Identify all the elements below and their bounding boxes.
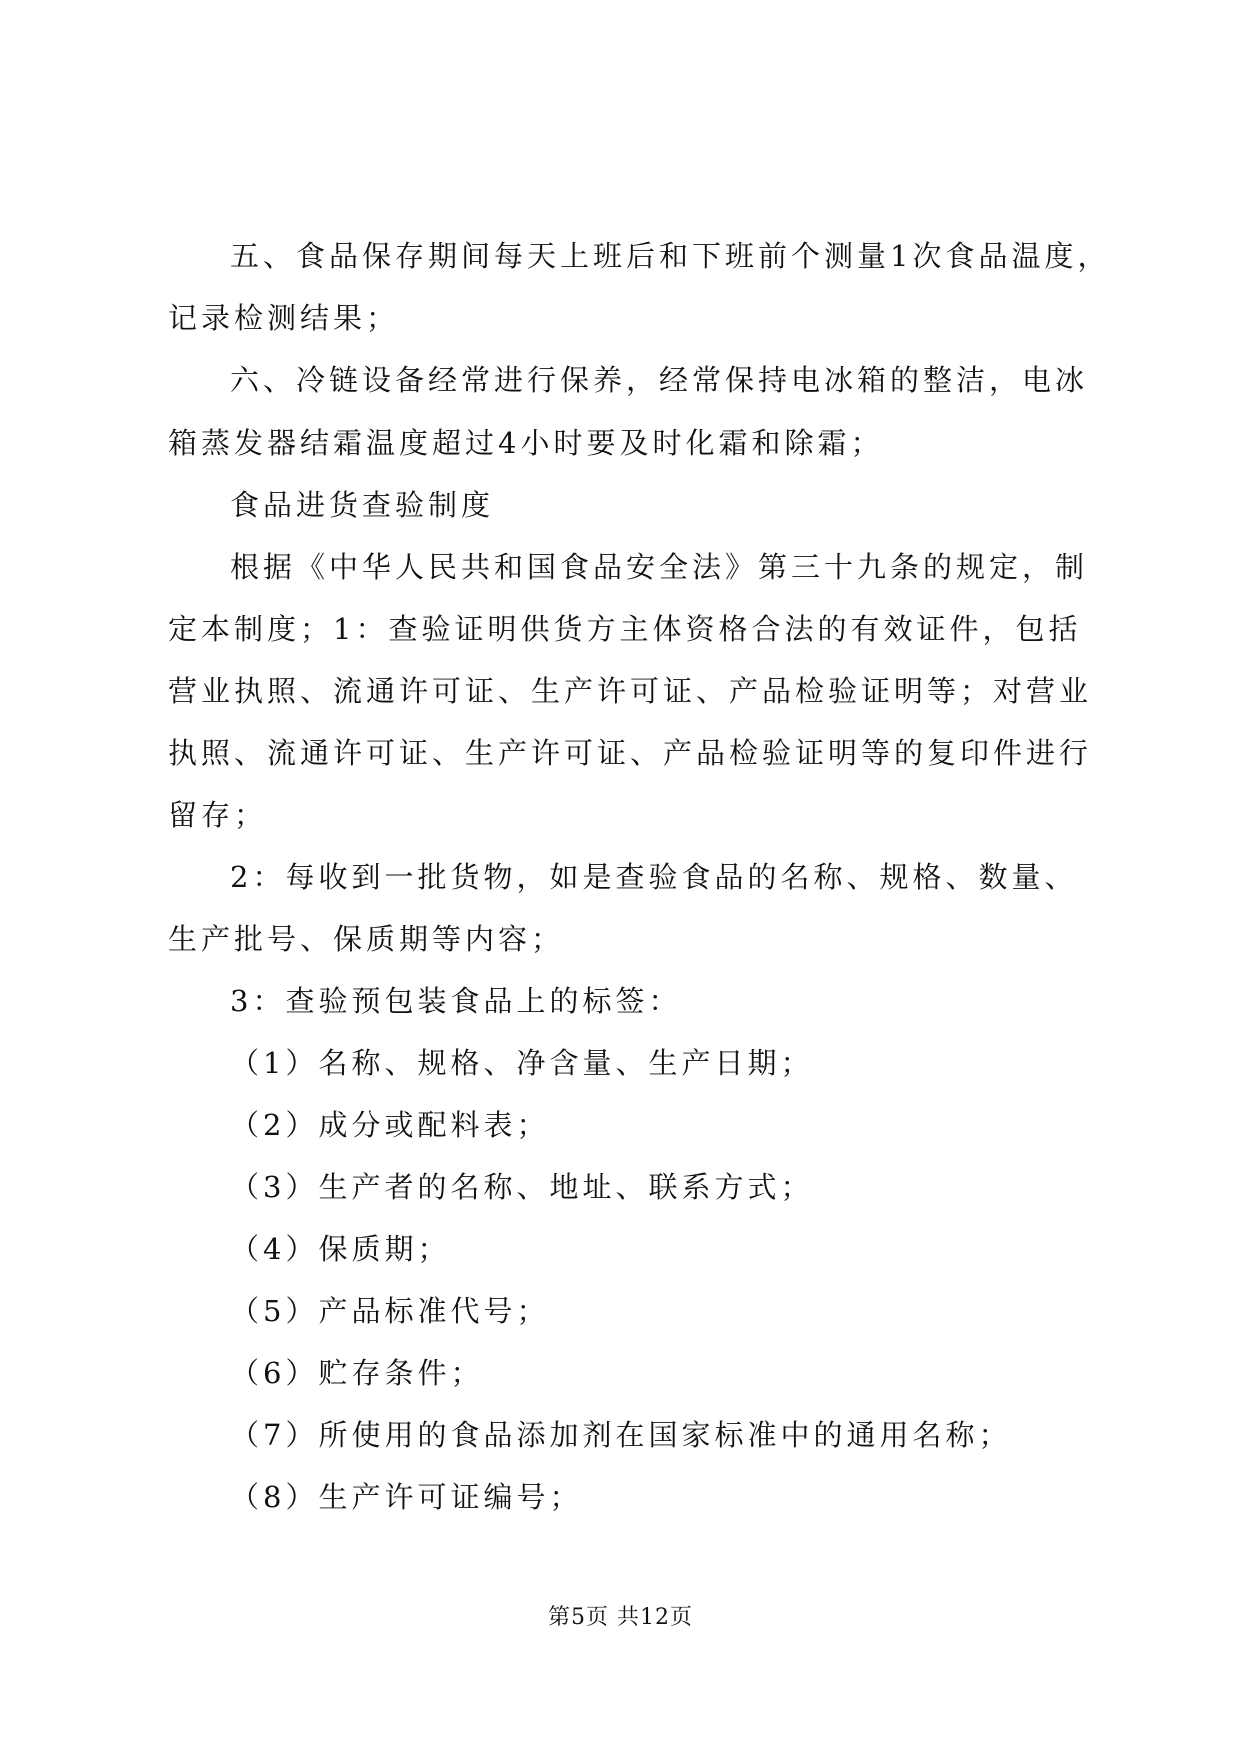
paragraph-line: 箱蒸发器结霜温度超过4小时要及时化霜和除霜； (168, 426, 884, 460)
list-item: （2）成分或配料表； (230, 1108, 550, 1142)
paragraph-line: 记录检测结果； (168, 301, 400, 335)
paragraph-line: 定本制度；1：查验证明供货方主体资格合法的有效证件，包括 (168, 612, 1082, 646)
paragraph-line: 六、冷链设备经常进行保养，经常保持电冰箱的整洁，电冰 (230, 363, 1089, 397)
paragraph-line: 2：每收到一批货物，如是查验食品的名称、规格、数量、 (230, 860, 1078, 894)
paragraph-line: 3：查验预包装食品上的标签： (230, 984, 682, 1018)
paragraph-line: 执照、流通许可证、生产许可证、产品检验证明等的复印件进行 (168, 736, 1093, 770)
list-item: （4）保质期； (230, 1232, 451, 1266)
paragraph-line: 营业执照、流通许可证、生产许可证、产品检验证明等；对营业 (168, 674, 1093, 708)
section-heading: 食品进货查验制度 (230, 488, 495, 522)
list-item: （6）贮存条件； (230, 1356, 484, 1390)
list-item: （5）产品标准代号； (230, 1294, 550, 1328)
list-item: （8）生产许可证编号； (230, 1480, 583, 1514)
page-number-footer: 第5页 共12页 (548, 1605, 693, 1630)
paragraph-line: 留存； (168, 798, 268, 832)
paragraph-line: 五、食品保存期间每天上班后和下班前个测量1次食品温度， (230, 239, 1111, 273)
list-item: （1）名称、规格、净含量、生产日期； (230, 1046, 814, 1080)
list-item: （7）所使用的食品添加剂在国家标准中的通用名称； (230, 1418, 1012, 1452)
paragraph-line: 根据《中华人民共和国食品安全法》第三十九条的规定，制 (230, 550, 1089, 584)
paragraph-line: 生产批号、保质期等内容； (168, 922, 565, 956)
list-item: （3）生产者的名称、地址、联系方式； (230, 1170, 814, 1204)
